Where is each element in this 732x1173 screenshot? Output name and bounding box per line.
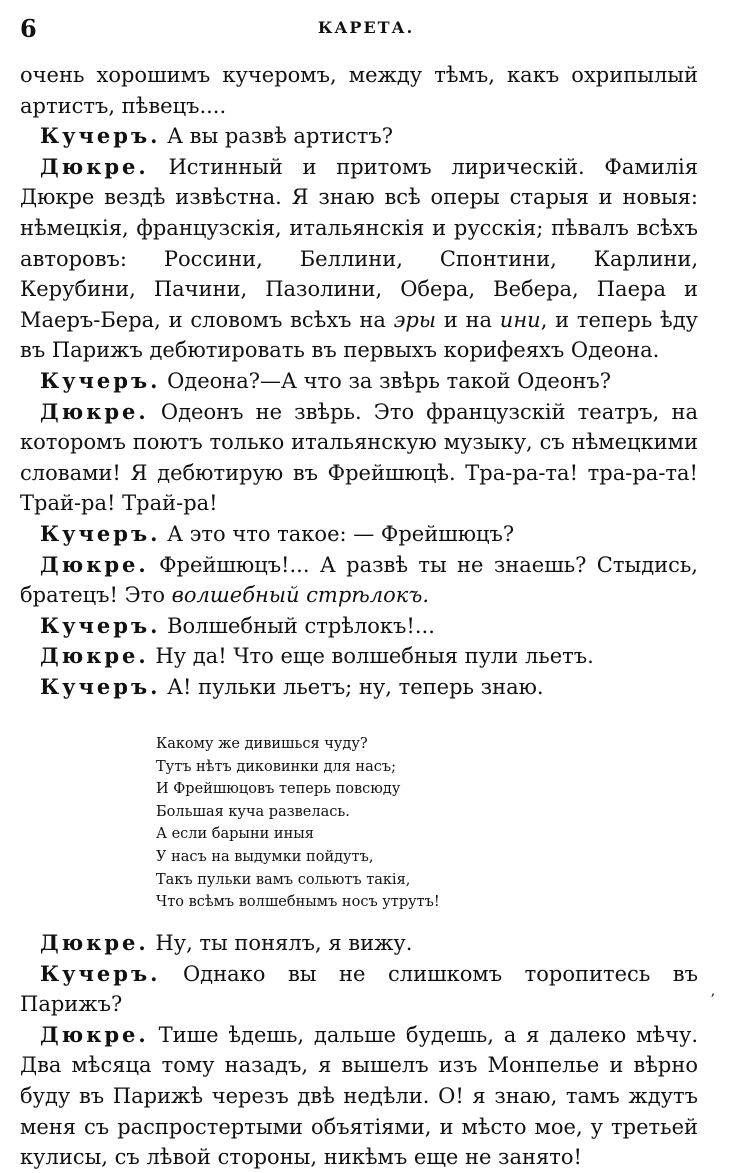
page-number: 6 <box>20 14 37 43</box>
dialogue-block-top <box>20 60 698 702</box>
paragraph: очень хорошимъ кучеромъ, между тѣмъ, какъ охрипылый артистъ, пѣвецъ.... <box>20 63 698 118</box>
italic-word: эры <box>393 307 436 332</box>
dialogue-block-bottom <box>20 928 698 1173</box>
italic-phrase: волшебный стрѣлокъ. <box>171 583 430 608</box>
verse-line: У насъ на выдумки пойдутъ, <box>156 848 374 865</box>
dialogue-line: Кучеръ. А! пульки льетъ; ну, теперь знаю. <box>40 673 544 699</box>
dialogue-line: Дюкре. Одеонъ не звѣрь. Это французскій театръ, на которомъ поютъ только итальянскую музыку, съ нѣмецкими словами! Я дебютирую въ Фрейшюцѣ. Тра-ра-та! тра-ра-та! Трай-ра! Трай-ра! <box>20 398 698 516</box>
verse-line: Большая куча развелась. <box>156 803 350 820</box>
speaker-name: Кучеръ. <box>40 612 161 638</box>
speaker-name: Дюкре. <box>40 643 149 669</box>
song-verse <box>156 733 556 914</box>
dialogue-line: Кучеръ. Волшебный стрѣлокъ!... <box>40 612 435 638</box>
verse-line: Тутъ нѣтъ диковинки для насъ; <box>156 758 396 775</box>
verse-line: Что всѣмъ волшебнымъ носъ утрутъ! <box>156 894 440 911</box>
verse-line: Какому же дивишься чуду? <box>156 736 368 752</box>
italic-word: ини <box>499 307 541 332</box>
dialogue-line: Дюкре. Фрейшюцъ!... А развѣ ты не знаешь? Стыдись, братецъ! Это волшебный стрѣлокъ. <box>20 551 698 608</box>
speaker-name: Кучеръ. <box>40 123 161 149</box>
speaker-name: Кучеръ. <box>40 520 161 546</box>
dialogue-line: Кучеръ. Одеона?—А что за звѣрь такой Одеонъ? <box>40 367 612 393</box>
speaker-name: Кучеръ. <box>40 367 161 393</box>
dialogue-line: Дюкре. Ну, ты понялъ, я вижу. <box>40 930 413 955</box>
dialogue-line: Кучеръ. Однако вы не слишкомъ торопитесь въ Парижъ? <box>20 960 698 1017</box>
dialogue-line: Кучеръ. А это что такое: — Фрейшюцъ? <box>40 520 515 546</box>
page-header <box>20 14 712 44</box>
running-title: КАРЕТА. <box>317 18 415 37</box>
speaker-name: Дюкре. <box>40 153 149 179</box>
dialogue-line: Кучеръ. А вы развѣ артистъ? <box>40 123 394 149</box>
dialogue-line: Дюкре. Тише ѣдешь, дальше будешь, а я далеко мѣчу. Два мѣсяца тому назадъ, я вышелъ изъ Монпелье и вѣрно буду въ Парижѣ черезъ двѣ недѣли. О! я знаю, тамъ ждутъ меня съ распростертыми объятіями, и мѣсто мое, у третьей кулисы, съ лѣвой стороны, никѣмъ еще не занято! <box>20 1021 698 1170</box>
speaker-name: Дюкре. <box>40 551 149 577</box>
speaker-name: Дюкре. <box>40 930 149 955</box>
verse-line: А если барыни иныя <box>156 826 314 843</box>
speaker-name: Кучеръ. <box>40 960 161 986</box>
speaker-name: Дюкре. <box>40 1021 149 1047</box>
margin-mark: ʼ <box>710 992 715 1008</box>
verse-line: Такъ пульки вамъ сольютъ такія, <box>156 871 411 888</box>
verse-line: И Фрейшюцовъ теперь повсюду <box>156 781 401 798</box>
speaker-name: Кучеръ. <box>40 673 161 699</box>
dialogue-line: Дюкре. Истинный и притомъ лирическій. Фамилія Дюкре вездѣ извѣстна. Я знаю всѣ оперы старыя и новыя: нѣмецкія, французскія, итальянскія и русскія; пѣвалъ всѣхъ авторовъ: Россини, Беллини, Спонтини, Карлини, Керубини, Пачини, Пазолини, Обера, Вебера, Паера и Маеръ-Бера, и словомъ всѣхъ на эры и на ини, и теперь ѣду въ Парижъ дебютировать въ первыхъ корифеяхъ Одеона. <box>20 153 698 363</box>
speaker-name: Дюкре. <box>40 398 149 424</box>
dialogue-line: Дюкре. Ну да! Что еще волшебныя пули льетъ. <box>40 643 594 669</box>
